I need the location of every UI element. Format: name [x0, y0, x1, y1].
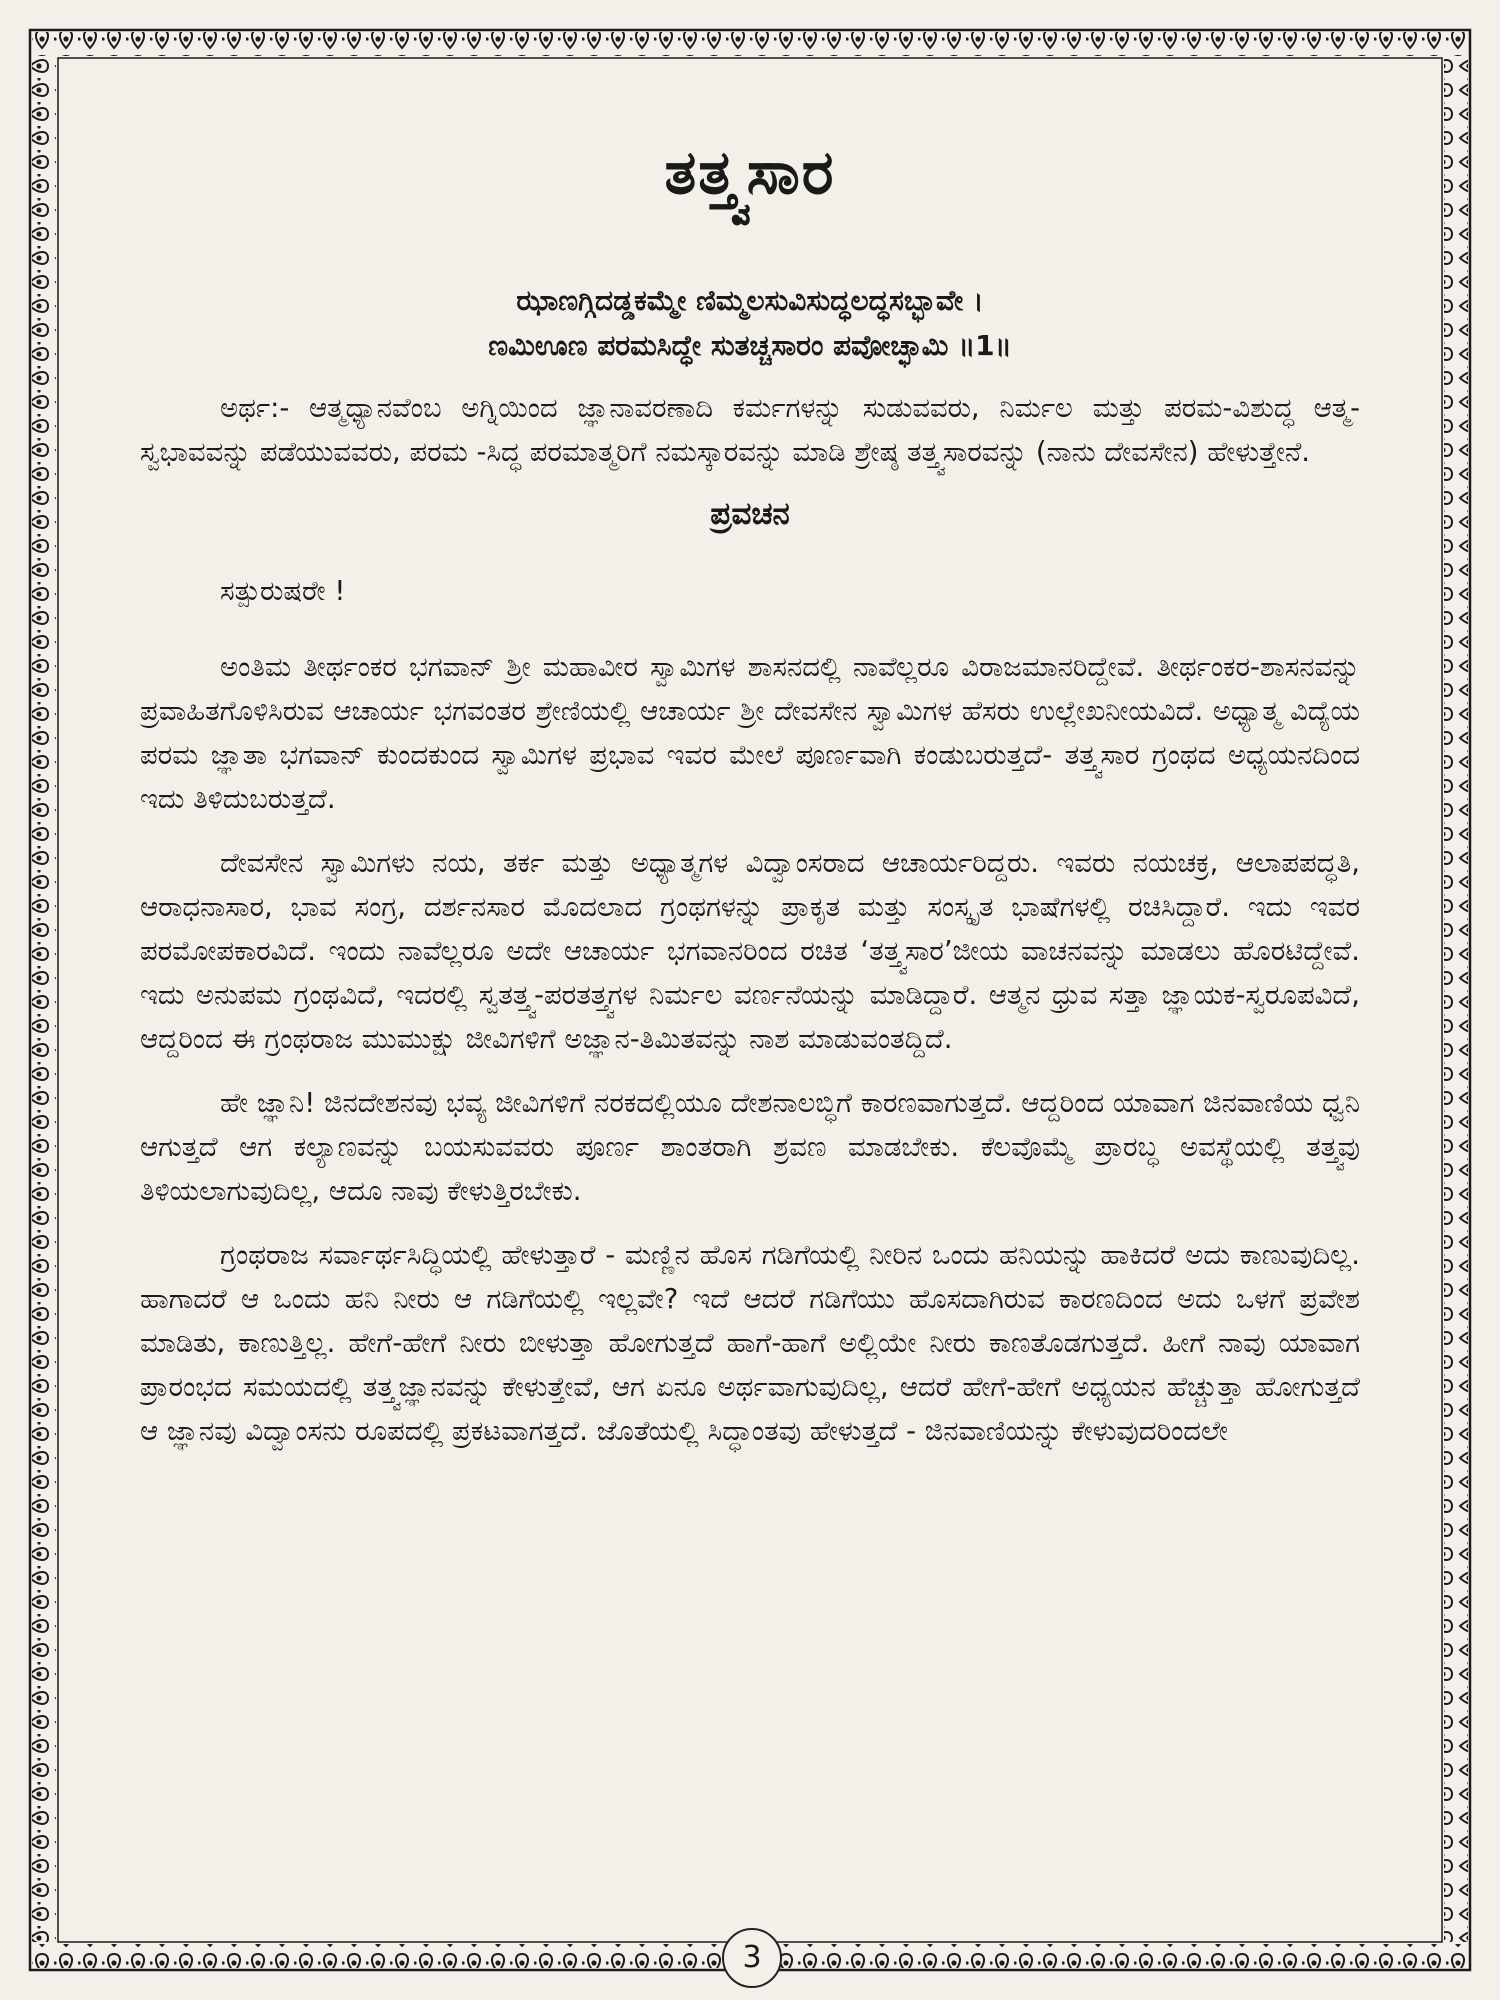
page-content: [140, 118, 1360, 1918]
verse-line-2: ಣಮಿಊಣ ಪರಮಸಿದ್ಧೇ ಸುತಚ್ಚಸಾರಂ ಪವೋಚ್ಛಾಮಿ ॥1॥: [488, 329, 1012, 362]
section-heading: ಪ್ರವಚನ: [710, 496, 790, 532]
paragraph-4: ಗ್ರಂಥರಾಜ ಸರ್ವಾರ್ಥಸಿದ್ಧಿಯಲ್ಲಿ ಹೇಳುತ್ತಾರೆ - ಮಣ್ಣಿನ ಹೊಸ ಗಡಿಗೆಯಲ್ಲಿ ನೀರಿನ ಒಂದು ಹನಿಯನ್ನು ಹಾಕಿದರೆ ಅದು ಕಾಣುವುದಿಲ್ಲ. ಹಾಗಾದರೆ ಆ ಒಂದು ಹನಿ ನೀರು ಆ ಗಡಿಗೆಯಲ್ಲಿ ಇಲ್ಲವೇ? ಇದೆ ಆದರೆ ಗಡಿಗೆಯು ಹೊಸದಾಗಿರುವ ಕಾರಣದಿಂದ ಅದು ಒಳಗೆ ಪ್ರವೇಶ ಮಾಡಿತು, ಕಾಣುತ್ತಿಲ್ಲ. ಹೇಗೆ-ಹೇಗೆ ನೀರು ಬೀಳುತ್ತಾ ಹೋಗುತ್ತದೆ ಹಾಗೆ-ಹಾಗೆ ಅಲ್ಲಿಯೇ ನೀರು ಕಾಣತೊಡಗುತ್ತದೆ. ಹೀಗೆ ನಾವು ಯಾವಾಗ ಪ್ರಾರಂಭದ ಸಮಯದಲ್ಲಿ ತತ್ತ್ವಜ್ಞಾನವನ್ನು ಕೇಳುತ್ತೇವೆ, ಆಗ ಏನೂ ಅರ್ಥವಾಗುವುದಿಲ್ಲ, ಆದರೆ ಹೇಗೆ-ಹೇಗೆ ಅಧ್ಯಯನ ಹೆಚ್ಚುತ್ತಾ ಹೋಗುತ್ತದೆ ಆ ಜ್ಞಾನವು ವಿದ್ವಾಂಸನು ರೂಪದಲ್ಲಿ ಪ್ರಕಟವಾಗತ್ತದೆ. ಜೊತೆಯಲ್ಲಿ ಸಿದ್ಧಾಂತವು ಹೇಳುತ್ತದೆ - ಜಿನವಾಣಿಯನ್ನು ಕೇಳುವುದರಿಂದಲೇ: [140, 1239, 1360, 1447]
page-title: ತತ್ತ್ವಸಾರ: [664, 138, 836, 208]
salutation: ಸತ್ಪುರುಷರೇ !: [220, 575, 346, 607]
paragraph-2: ದೇವಸೇನ ಸ್ವಾಮಿಗಳು ನಯ, ತರ್ಕ ಮತ್ತು ಅಧ್ಯಾತ್ಮಗಳ ವಿದ್ವಾಂಸರಾದ ಆಚಾರ್ಯರಿದ್ದರು. ಇವರು ನಯಚಕ್ರ, ಆಲಾಪಪದ್ಧತಿ, ಆರಾಧನಾಸಾರ, ಭಾವ ಸಂಗ್ರ, ದರ್ಶನಸಾರ ಮೊದಲಾದ ಗ್ರಂಥಗಳನ್ನು ಪ್ರಾಕೃತ ಮತ್ತು ಸಂಸ್ಕೃತ ಭಾಷೆಗಳಲ್ಲಿ ರಚಿಸಿದ್ದಾರೆ. ಇದು ಇವರ ಪರಮೋಪಕಾರವಿದೆ. ಇಂದು ನಾವೆಲ್ಲರೂ ಅದೇ ಆಚಾರ್ಯ ಭಗವಾನರಿಂದ ರಚಿತ ‘ತತ್ತ್ವಸಾರ’ಜೀಯ ವಾಚನವನ್ನು ಮಾಡಲು ಹೊರಟಿದ್ದೇವೆ. ಇದು ಅನುಪಮ ಗ್ರಂಥವಿದೆ, ಇದರಲ್ಲಿ ಸ್ವತತ್ತ್ವ-ಪರತತ್ತ್ವಗಳ ನಿರ್ಮಲ ವರ್ಣನೆಯನ್ನು ಮಾಡಿದ್ದಾರೆ. ಆತ್ಮನ ಧ್ರುವ ಸತ್ತಾ ಜ್ಞಾಯಕ-ಸ್ವರೂಪವಿದೆ, ಆದ್ದರಿಂದ ಈ ಗ್ರಂಥರಾಜ ಮುಮುಕ್ಷು ಜೀವಿಗಳಿಗೆ ಅಜ್ಞಾನ-ತಿಮಿತವನ್ನು ನಾಶ ಮಾಡುವಂತದ್ದಿದೆ.: [140, 847, 1360, 1055]
verse-line-1: ಝಾಣಗ್ಗಿದಡ್ಡಕಮ್ಮೇ ಣಿಮ್ಮಲಸುವಿಸುದ್ಧಲದ್ಧಸಬ್ಭಾವೇ ।: [516, 284, 984, 317]
verse-meaning: ಅರ್ಥ:- ಆತ್ಮಧ್ಯಾನವೆಂಬ ಅಗ್ನಿಯಿಂದ ಜ್ಞಾನಾವರಣಾದಿ ಕರ್ಮಗಳನ್ನು ಸುಡುವವರು, ನಿರ್ಮಲ ಮತ್ತು ಪರಮ-ವಿಶುದ್ಧ ಆತ್ಮ-ಸ್ವಭಾವವನ್ನು ಪಡೆಯುವವರು, ಪರಮ -ಸಿದ್ಧ ಪರಮಾತ್ಮರಿಗೆ ನಮಸ್ಕಾರವನ್ನು ಮಾಡಿ ಶ್ರೇಷ್ಠ ತತ್ತ್ವಸಾರವನ್ನು (ನಾನು ದೇವಸೇನ) ಹೇಳುತ್ತೇನೆ.: [140, 392, 1360, 468]
paragraph-1: ಅಂತಿಮ ತೀರ್ಥಂಕರ ಭಗವಾನ್ ಶ್ರೀ ಮಹಾವೀರ ಸ್ವಾಮಿಗಳ ಶಾಸನದಲ್ಲಿ ನಾವೆಲ್ಲರೂ ವಿರಾಜಮಾನರಿದ್ದೇವೆ. ತೀರ್ಥಂಕರ-ಶಾಸನವನ್ನು ಪ್ರವಾಹಿತಗೊಳಿಸಿರುವ ಆಚಾರ್ಯ ಭಗವಂತರ ಶ್ರೇಣಿಯಲ್ಲಿ ಆಚಾರ್ಯ ಶ್ರೀ ದೇವಸೇನ ಸ್ವಾಮಿಗಳ ಹೆಸರು ಉಲ್ಲೇಖನೀಯವಿದೆ. ಅಧ್ಯಾತ್ಮ ವಿದ್ಯೆಯ ಪರಮ ಜ್ಞಾತಾ ಭಗವಾನ್ ಕುಂದಕುಂದ ಸ್ವಾಮಿಗಳ ಪ್ರಭಾವ ಇವರ ಮೇಲೆ ಪೂರ್ಣವಾಗಿ ಕಂಡುಬರುತ್ತದೆ- ತತ್ತ್ವಸಾರ ಗ್ರಂಥದ ಅಧ್ಯಯನದಿಂದ ಇದು ತಿಳಿದುಬರುತ್ತದೆ.: [140, 651, 1360, 815]
paragraph-3: ಹೇ ಜ್ಞಾನಿ! ಜಿನದೇಶನವು ಭವ್ಯ ಜೀವಿಗಳಿಗೆ ನರಕದಲ್ಲಿಯೂ ದೇಶನಾಲಬ್ಧಿಗೆ ಕಾರಣವಾಗುತ್ತದೆ. ಆದ್ದರಿಂದ ಯಾವಾಗ ಜಿನವಾಣಿಯ ಧ್ವನಿ ಆಗುತ್ತದೆ ಆಗ ಕಲ್ಯಾಣವನ್ನು ಬಯಸುವವರು ಪೂರ್ಣ ಶಾಂತರಾಗಿ ಶ್ರವಣ ಮಾಡಬೇಕು. ಕೆಲವೊಮ್ಮೆ ಪ್ರಾರಬ್ಧ ಅವಸ್ಥೆಯಲ್ಲಿ ತತ್ತ್ವವು ತಿಳಿಯಲಾಗುವುದಿಲ್ಲ, ಆದೂ ನಾವು ಕೇಳುತ್ತಿರಬೇಕು.: [140, 1087, 1360, 1207]
page-number: 3: [722, 1928, 782, 1988]
verse-block: [140, 278, 1360, 368]
